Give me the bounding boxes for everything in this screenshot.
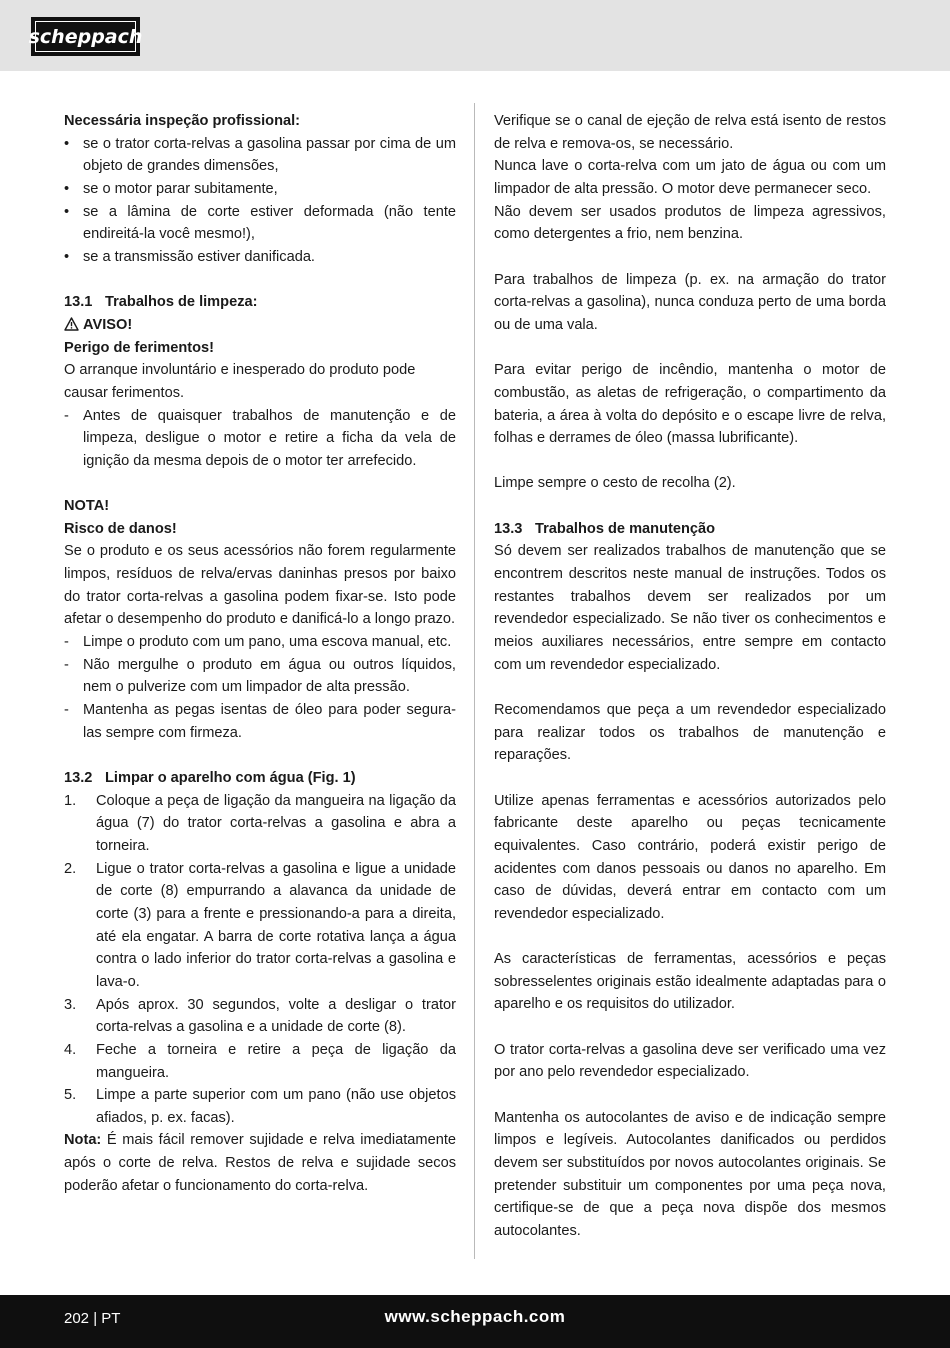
dash: -: [64, 634, 69, 651]
paragraph: Para evitar perigo de incêndio, mantenha o motor de combustão, as aletas de refrigeração, o compartimento da bateria, a área à volta do depósito e o escape livre de relva, folhas e derrames de óleo (massa lubrificante).: [494, 362, 886, 447]
column-divider: [474, 103, 475, 1259]
page-number: 202 | PT: [64, 1310, 121, 1327]
warning-line: AVISO!: [64, 314, 456, 337]
danger-text: O arranque involuntário e inesperado do produto pode causar ferimentos.: [64, 362, 416, 401]
note-label: NOTA!: [64, 498, 110, 515]
list-item: - Limpe o produto com um pano, uma escova manual, etc.: [64, 631, 456, 654]
left-column: [64, 110, 456, 1197]
list-item: - Mantenha as pegas isentas de óleo para poder segura-las sempre com firmeza.: [64, 699, 456, 744]
paragraph: Não devem ser usados produtos de limpeza agressivos, como detergentes a frio, nem benzina.: [494, 203, 886, 243]
paragraph: Para trabalhos de limpeza (p. ex. na armação do trator corta-relvas a gasolina), nunca conduza perto de uma borda ou de uma vala.: [494, 271, 886, 333]
inline-note: Nota: É mais fácil remover sujidade e relva imediatamente após o corte de relva. Restos de relva e sujidade secos poderão afetar o funcionamento do corta-relva.: [64, 1132, 456, 1194]
paragraph: O trator corta-relvas a gasolina deve ser verificado uma vez por ano pelo revendedor especializado.: [494, 1041, 886, 1081]
bullet: •: [64, 248, 70, 265]
section-heading-13-2: 13.2 Limpar o aparelho com água (Fig. 1): [64, 769, 356, 786]
page-header: [0, 0, 950, 71]
right-column: [494, 110, 886, 1243]
svg-text:scheppach: scheppach: [28, 26, 143, 48]
paragraph: Só devem ser realizados trabalhos de manutenção que se encontrem descritos neste manual de instruções. Todos os restantes trabalhos devem ser realizados por um revendedor especializado. Se não tiver os conhecimentos e meios auxiliares necessários, entre sempre em contacto com um revendedor especializado.: [494, 543, 886, 673]
paragraph: Nunca lave o corta-relva com um jato de água ou com um limpador de alta pressão. O motor deve permanecer seco.: [494, 158, 886, 197]
logo-wordmark: [28, 21, 143, 52]
list-item: • se a transmissão estiver danificada.: [64, 246, 456, 269]
paragraph: Limpe sempre o cesto de recolha (2).: [494, 475, 736, 492]
risk-title: Risco de danos!: [64, 520, 177, 537]
risk-text: Se o produto e os seus acessórios não forem regularmente limpos, resíduos de relva/ervas daninhas presos por baixo do trator corta-relvas a gasolina podem fixar-se. Isto pode afetar o desempenho do produto e danificá-lo a longo prazo.: [64, 543, 456, 628]
paragraph: Recomendamos que peça a um revendedor especializado para realizar todos os trabalhos de manutenção e reparações.: [494, 701, 886, 764]
section-heading-13-3: 13.3 Trabalhos de manutenção: [494, 520, 716, 537]
paragraph: Verifique se o canal de ejeção de relva está isento de restos de relva e remova-os, se necessário.: [494, 113, 886, 152]
numbered-step: 2. Ligue o trator corta-relvas a gasolina e ligue a unidade de corte (8) empurrando a alavanca da unidade de corte (3) para a frente e pressionando-a para a direita, até ela engatar. A barra de corte rotativa lança a água contra o lado inferior do trator corta-relvas a gasolina e lava-o.: [64, 860, 456, 990]
numbered-step: 5. Limpe a parte superior com um pano (não use objetos afiados, p. ex. facas).: [64, 1087, 456, 1126]
numbered-step: 3. Após aprox. 30 segundos, volte a desligar o trator corta-relvas a gasolina e a unidade de corte (8).: [64, 996, 456, 1036]
numbered-step: 4. Feche a torneira e retire a peça de ligação da mangueira.: [64, 1041, 456, 1081]
dash: -: [64, 702, 69, 719]
list-item: • se a lâmina de corte estiver deformada (não tente endireitá-la você mesmo!),: [64, 201, 456, 246]
dash: -: [64, 407, 69, 424]
section-heading-13-1: 13.1 Trabalhos de limpeza:: [64, 294, 258, 311]
paragraph: Utilize apenas ferramentas e acessórios autorizados pelo fabricante deste aparelho ou peças tecnicamente equivalentes. Caso contrário, poderá existir perigo de acidentes com danos pessoais ou danos no aparelho. Em caso de dúvidas, deverá entrar em contacto com um revendedor especializado.: [494, 792, 886, 922]
numbered-step: 1. Coloque a peça de ligação da mangueira na ligação da água (7) do trator corta-relvas a gasolina e abra a torneira.: [64, 792, 456, 854]
warning-triangle-icon: [64, 317, 79, 331]
bullet: •: [64, 203, 70, 220]
website-url: www.scheppach.com: [384, 1307, 566, 1326]
scheppach-logo: [28, 17, 143, 56]
paragraph: Mantenha os autocolantes de aviso e de indicação sempre limpos e legíveis. Autocolantes danificados ou perdidos devem ser substituídos por novos autocolantes originais. Se pretender substituir um componentes por uma peça nova, certifique-se de que a peça nova dispõe dos mesmos autocolantes.: [494, 1109, 886, 1240]
inspection-title: Necessária inspeção profissional:: [64, 113, 301, 129]
list-item: - Não mergulhe o produto em água ou outros líquidos, nem o pulverize com um limpador de alta pressão.: [64, 654, 456, 699]
paragraph: As características de ferramentas, acessórios e peças sobresselentes originais estão idealmente adaptadas para o aparelho e os requisitos do utilizador.: [494, 951, 886, 1013]
list-item: • se o trator corta-relvas a gasolina passar por cima de um objeto de grandes dimensões,: [64, 133, 456, 178]
list-item: • se o motor parar subitamente,: [64, 178, 456, 201]
bullet: •: [64, 180, 70, 197]
dash: -: [64, 656, 69, 673]
danger-title: Perigo de ferimentos!: [64, 339, 215, 356]
page-footer: [0, 1295, 950, 1348]
list-item: - Antes de quaisquer trabalhos de manutenção e de limpeza, desligue o motor e retire a ficha da vela de ignição da mesma depois de o motor ter arrefecido.: [64, 405, 456, 473]
bullet: •: [64, 135, 70, 152]
